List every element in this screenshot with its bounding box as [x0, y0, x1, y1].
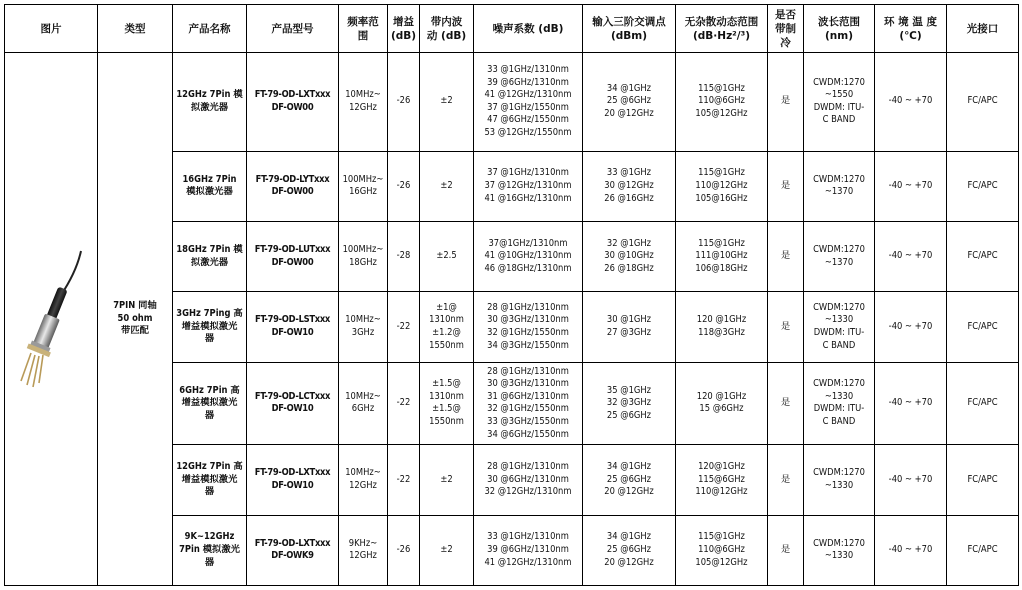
product-image-cell [5, 53, 98, 586]
product-name-cell: 6GHz 7Pin 高 增益模拟激光 器 [173, 362, 247, 444]
ripple-cell: ±1@ 1310nm ±1.2@ 1550nm [420, 292, 474, 362]
cooling-cell: 是 [768, 445, 804, 515]
ripple-cell: ±2 [420, 445, 474, 515]
sfdr-cell: 120@1GHz 115@6GHz 110@12GHz [676, 445, 768, 515]
product-model-cell: FT-79-OD-LXTxxx DF-OW10 [247, 445, 339, 515]
noise-figure-cell: 28 @1GHz/1310nm 30 @3GHz/1310nm 31 @6GHz/1310nm 32 @1GHz/1550nm 33 @3GHz/1550nm 34 @6GHz/1550nm [474, 362, 583, 444]
sfdr-cell: 120 @1GHz 15 @6GHz [676, 362, 768, 444]
iip3-cell: 34 @1GHz 25 @6GHz 20 @12GHz [583, 515, 676, 585]
ripple-cell: ±2 [420, 515, 474, 585]
header-image: 图片 [5, 5, 98, 53]
product-model-cell: FT-79-OD-LCTxxx DF-OW10 [247, 362, 339, 444]
noise-figure-cell: 28 @1GHz/1310nm 30 @3GHz/1310nm 32 @1GHz/1550nm 34 @3GHz/1550nm [474, 292, 583, 362]
frequency-range-cell: 10MHz~ 3GHz [339, 292, 388, 362]
noise-figure-cell: 33 @1GHz/1310nm 39 @6GHz/1310nm 41 @12GHz/1310nm [474, 515, 583, 585]
connector-cell: FC/APC [947, 221, 1019, 291]
temperature-cell: -40 ~ +70 [875, 151, 947, 221]
header-gain: 增益 (dB) [388, 5, 420, 53]
ripple-cell: ±2 [420, 151, 474, 221]
header-optical-connector: 光接口 [947, 5, 1019, 53]
product-type-cell: 7PIN 同轴 50 ohm 带匹配 [98, 53, 173, 586]
frequency-range-cell: 100MHz~ 16GHz [339, 151, 388, 221]
product-name-cell: 9K~12GHz 7Pin 模拟激光 器 [173, 515, 247, 585]
temperature-cell: -40 ~ +70 [875, 362, 947, 444]
gain-cell: -26 [388, 53, 420, 152]
header-temperature: 环 境 温 度 (℃) [875, 5, 947, 53]
connector-cell: FC/APC [947, 53, 1019, 152]
noise-figure-cell: 37@1GHz/1310nm 41 @10GHz/1310nm 46 @18GHz/1310nm [474, 221, 583, 291]
header-wavelength-range: 波长范围 (nm) [804, 5, 875, 53]
product-spec-table [4, 4, 1019, 586]
connector-cell: FC/APC [947, 151, 1019, 221]
gain-cell: -22 [388, 362, 420, 444]
wavelength-cell: CWDM:1270 ~1330 DWDM: ITU- C BAND [804, 362, 875, 444]
gain-cell: -22 [388, 445, 420, 515]
iip3-cell: 33 @1GHz 30 @12GHz 26 @16GHz [583, 151, 676, 221]
cooling-cell: 是 [768, 515, 804, 585]
ripple-cell: ±2.5 [420, 221, 474, 291]
header-cooling: 是否 带制 冷 [768, 5, 804, 53]
header-iip3: 输入三阶交调点 (dBm) [583, 5, 676, 53]
product-model-cell: FT-79-OD-LYTxxx DF-OW00 [247, 151, 339, 221]
connector-cell: FC/APC [947, 292, 1019, 362]
product-model-cell: FT-79-OD-LXTxxx DF-OWK9 [247, 515, 339, 585]
product-name-cell: 12GHz 7Pin 高 增益模拟激光 器 [173, 445, 247, 515]
wavelength-cell: CWDM:1270 ~1550 DWDM: ITU- C BAND [804, 53, 875, 152]
header-sfdr: 无杂散动态范围 (dB·Hz²/³) [676, 5, 768, 53]
gain-cell: -28 [388, 221, 420, 291]
temperature-cell: -40 ~ +70 [875, 445, 947, 515]
header-noise-figure: 噪声系数 (dB) [474, 5, 583, 53]
noise-figure-cell: 37 @1GHz/1310nm 37 @12GHz/1310nm 41 @16GHz/1310nm [474, 151, 583, 221]
product-model-cell: FT-79-OD-LSTxxx DF-OW10 [247, 292, 339, 362]
sfdr-cell: 115@1GHz 110@6GHz 105@12GHz [676, 515, 768, 585]
header-product-model: 产品型号 [247, 5, 339, 53]
sfdr-cell: 115@1GHz 111@10GHz 106@18GHz [676, 221, 768, 291]
header-type: 类型 [98, 5, 173, 53]
noise-figure-cell: 33 @1GHz/1310nm 39 @6GHz/1310nm 41 @12GHz/1310nm 37 @1GHz/1550nm 47 @6GHz/1550nm 53 @12GHz/1550nm [474, 53, 583, 152]
cooling-cell: 是 [768, 362, 804, 444]
ripple-cell: ±1.5@ 1310nm ±1.5@ 1550nm [420, 362, 474, 444]
header-product-name: 产品名称 [173, 5, 247, 53]
wavelength-cell: CWDM:1270 ~1370 [804, 221, 875, 291]
gain-cell: -26 [388, 515, 420, 585]
temperature-cell: -40 ~ +70 [875, 515, 947, 585]
frequency-range-cell: 10MHz~ 12GHz [339, 53, 388, 152]
temperature-cell: -40 ~ +70 [875, 292, 947, 362]
cooling-cell: 是 [768, 151, 804, 221]
product-name-cell: 12GHz 7Pin 模 拟激光器 [173, 53, 247, 152]
sfdr-cell: 120 @1GHz 118@3GHz [676, 292, 768, 362]
gain-cell: -22 [388, 292, 420, 362]
temperature-cell: -40 ~ +70 [875, 53, 947, 152]
frequency-range-cell: 100MHz~ 18GHz [339, 221, 388, 291]
connector-cell: FC/APC [947, 362, 1019, 444]
sfdr-cell: 115@1GHz 110@12GHz 105@16GHz [676, 151, 768, 221]
coaxial-laser-diode-icon [11, 249, 91, 389]
gain-cell: -26 [388, 151, 420, 221]
product-model-cell: FT-79-OD-LUTxxx DF-OW00 [247, 221, 339, 291]
connector-cell: FC/APC [947, 515, 1019, 585]
wavelength-cell: CWDM:1270 ~1330 [804, 445, 875, 515]
wavelength-cell: CWDM:1270 ~1330 [804, 515, 875, 585]
sfdr-cell: 115@1GHz 110@6GHz 105@12GHz [676, 53, 768, 152]
iip3-cell: 32 @1GHz 30 @10GHz 26 @18GHz [583, 221, 676, 291]
header-frequency-range: 频率范 围 [339, 5, 388, 53]
table-header-row [5, 5, 1019, 53]
ripple-cell: ±2 [420, 53, 474, 152]
iip3-cell: 30 @1GHz 27 @3GHz [583, 292, 676, 362]
product-name-cell: 16GHz 7Pin 模拟激光器 [173, 151, 247, 221]
product-model-cell: FT-79-OD-LXTxxx DF-OW00 [247, 53, 339, 152]
iip3-cell: 34 @1GHz 25 @6GHz 20 @12GHz [583, 53, 676, 152]
wavelength-cell: CWDM:1270 ~1330 DWDM: ITU- C BAND [804, 292, 875, 362]
header-inband-ripple: 带内波 动 (dB) [420, 5, 474, 53]
frequency-range-cell: 10MHz~ 6GHz [339, 362, 388, 444]
cooling-cell: 是 [768, 292, 804, 362]
iip3-cell: 35 @1GHz 32 @3GHz 25 @6GHz [583, 362, 676, 444]
temperature-cell: -40 ~ +70 [875, 221, 947, 291]
noise-figure-cell: 28 @1GHz/1310nm 30 @6GHz/1310nm 32 @12GHz/1310nm [474, 445, 583, 515]
connector-cell: FC/APC [947, 445, 1019, 515]
wavelength-cell: CWDM:1270 ~1370 [804, 151, 875, 221]
product-name-cell: 18GHz 7Pin 模 拟激光器 [173, 221, 247, 291]
frequency-range-cell: 9KHz~ 12GHz [339, 515, 388, 585]
table-row [5, 53, 1019, 152]
frequency-range-cell: 10MHz~ 12GHz [339, 445, 388, 515]
product-name-cell: 3GHz 7Ping 高 增益模拟激光 器 [173, 292, 247, 362]
cooling-cell: 是 [768, 53, 804, 152]
cooling-cell: 是 [768, 221, 804, 291]
iip3-cell: 34 @1GHz 25 @6GHz 20 @12GHz [583, 445, 676, 515]
